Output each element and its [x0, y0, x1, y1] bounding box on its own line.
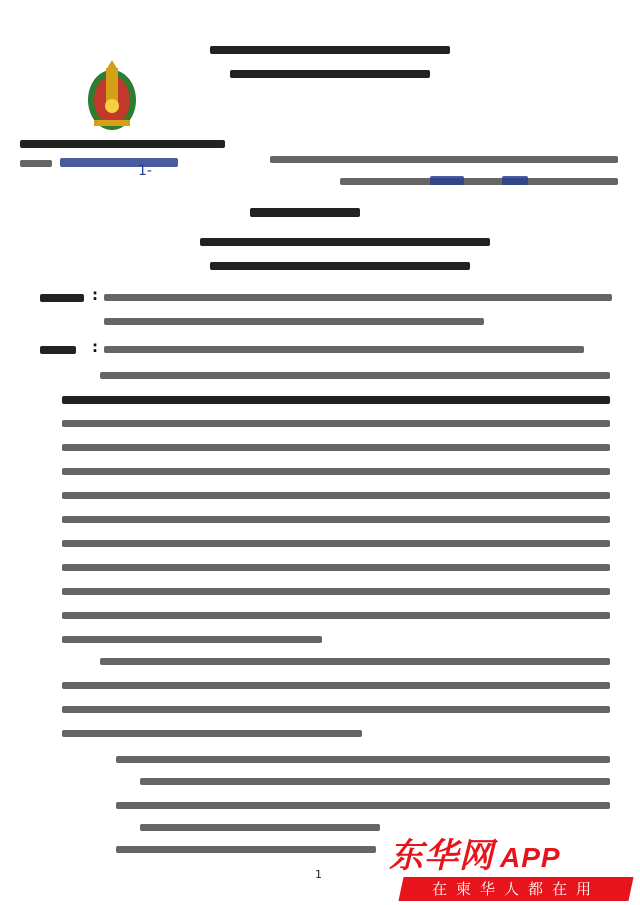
reference-prefix — [20, 160, 52, 167]
body-line — [62, 468, 610, 475]
body-line — [62, 444, 610, 451]
list-item-line — [116, 756, 610, 763]
page-number: 1 — [315, 868, 322, 881]
watermark-app-label: APP — [500, 842, 561, 873]
recipient-line-1 — [200, 238, 490, 246]
body-line — [100, 658, 610, 665]
kingdom-title-line-1 — [210, 46, 450, 54]
body-line — [62, 396, 610, 404]
date-block — [270, 150, 626, 196]
body-line — [62, 420, 610, 427]
subject-label-text — [40, 294, 84, 302]
kingdom-title-line-2 — [230, 70, 430, 78]
body-line — [62, 540, 610, 547]
gregorian-date-line — [340, 178, 618, 185]
reference-label-text — [40, 346, 76, 354]
subject-line-1 — [104, 294, 612, 301]
kingdom-title — [200, 40, 460, 86]
body-line — [62, 612, 610, 619]
recipients — [200, 232, 490, 274]
authority-name — [20, 140, 225, 148]
provincial-seal-emblem — [86, 58, 138, 132]
month-handwritten — [502, 176, 528, 185]
day-handwritten — [430, 176, 464, 185]
body-line — [62, 564, 610, 571]
body-line — [100, 372, 610, 379]
list-item-line — [140, 778, 610, 785]
subject-colon: : — [92, 286, 98, 304]
watermark-logo — [389, 836, 634, 904]
body-line — [62, 588, 610, 595]
reference-line-1 — [104, 346, 584, 353]
seal-icon — [86, 58, 138, 132]
notice-heading — [230, 200, 380, 222]
reference-colon: : — [92, 338, 98, 356]
watermark-tagline-text: 在柬华人都在用 — [431, 880, 600, 898]
body-line — [62, 682, 610, 689]
lunar-date-line — [270, 156, 618, 163]
reference-number: 1- — [138, 163, 152, 179]
notice-heading-text — [250, 208, 360, 217]
watermark-tagline — [398, 877, 633, 901]
watermark-brand-name: 东华网 — [389, 837, 494, 875]
body-line — [62, 730, 362, 737]
subject-line-2 — [104, 318, 484, 325]
list-item-line — [140, 824, 380, 831]
recipient-line-2 — [210, 262, 470, 270]
body-line — [62, 492, 610, 499]
list-item-line — [116, 846, 376, 853]
body-line — [62, 516, 610, 523]
body-line — [62, 636, 322, 643]
list-item-line — [116, 802, 610, 809]
reference-number-handwritten — [60, 158, 178, 167]
watermark-brand — [389, 836, 634, 876]
body-line — [62, 706, 610, 713]
issuing-authority — [20, 134, 230, 179]
